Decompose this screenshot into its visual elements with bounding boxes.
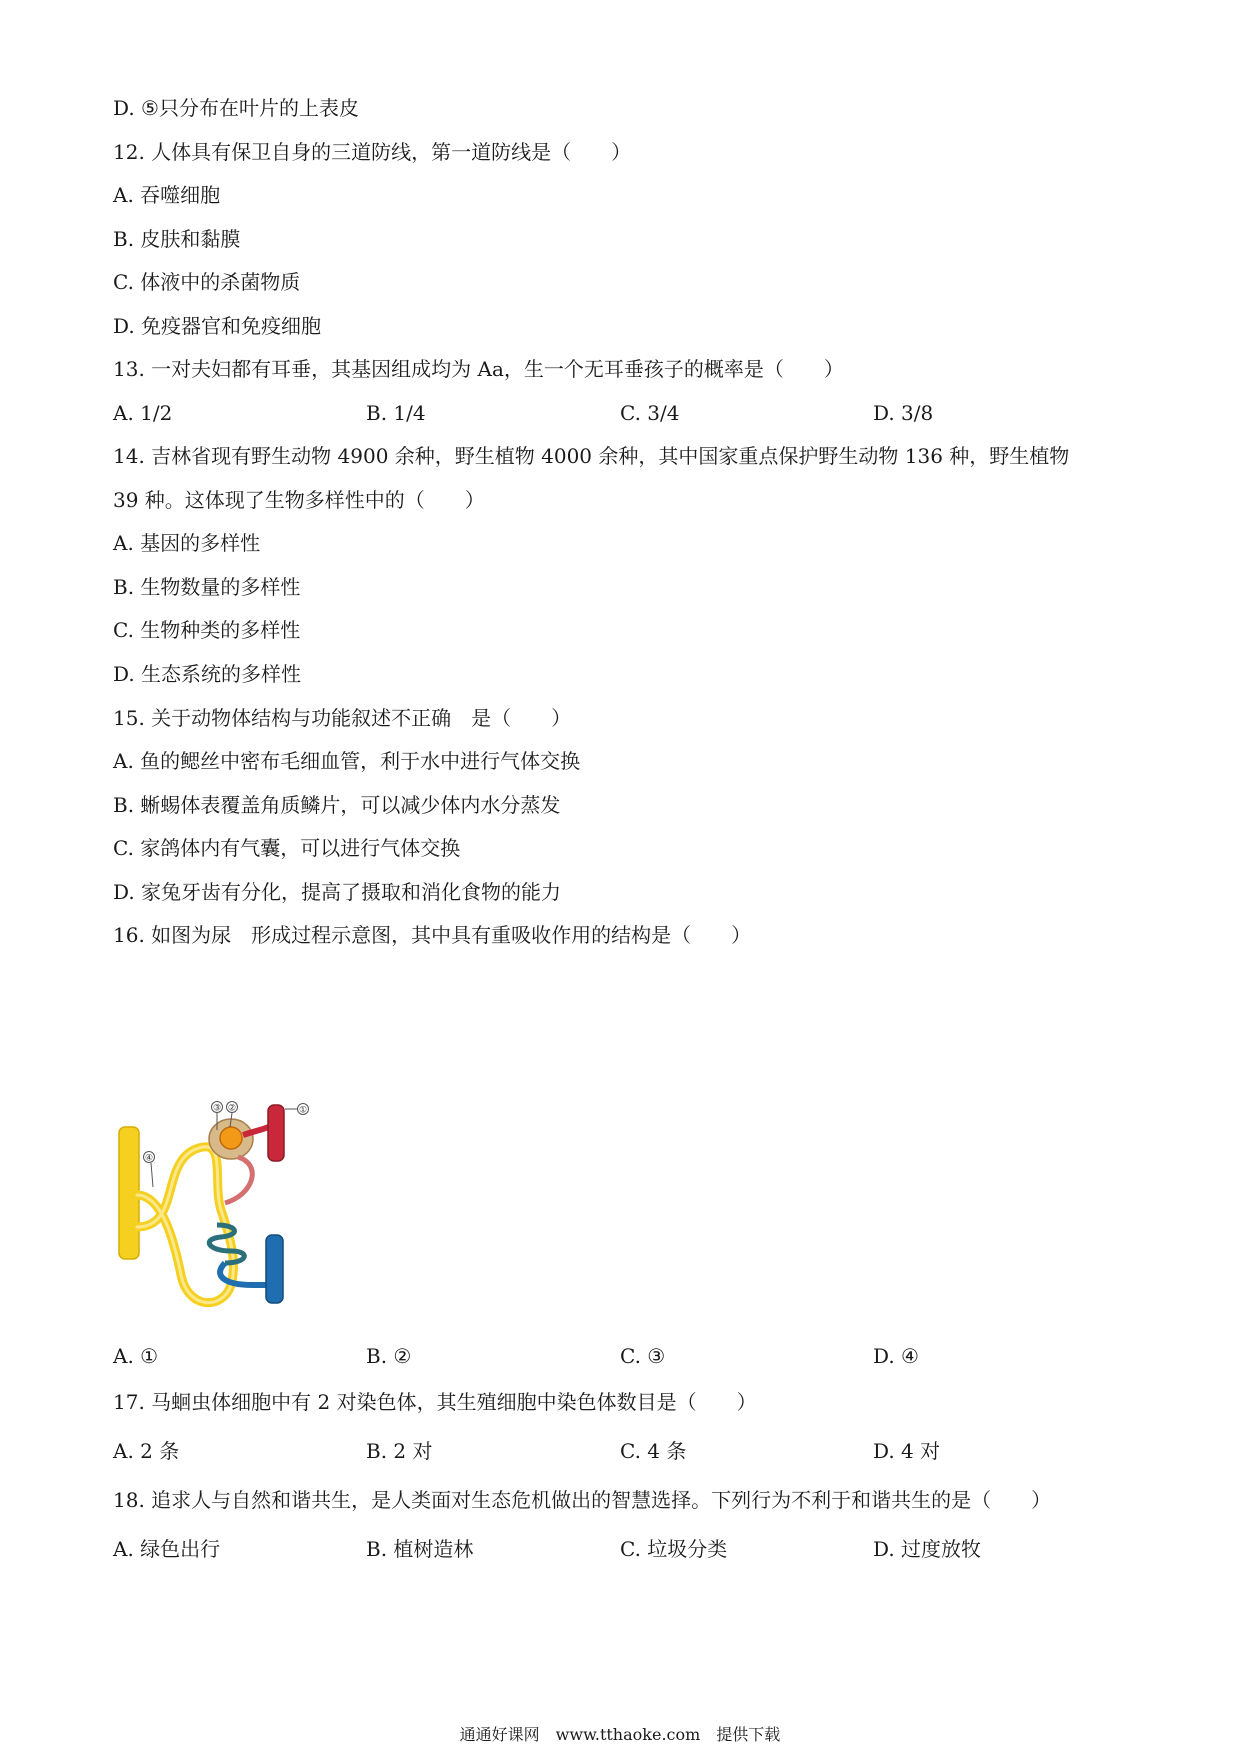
q17-option-d: D. 4 对 xyxy=(873,1439,941,1463)
q16-stem: 16. 如图为尿 形成过程示意图，其中具有重吸收作用的结构是（ ） xyxy=(113,923,752,947)
nephron-diagram xyxy=(113,1085,328,1315)
figure-label-1: ① xyxy=(298,1105,308,1116)
q18-stem: 18. 追求人与自然和谐共生，是人类面对生态危机做出的智慧选择。下列行为不利于和谐共生的是（ ） xyxy=(113,1488,1052,1512)
q12-option-a: A. 吞噬细胞 xyxy=(113,183,221,207)
page-footer: 通通好课网 www.tthaoke.com 提供下载 xyxy=(459,1725,781,1744)
venule xyxy=(220,1263,271,1285)
q16-option-d: D. ④ xyxy=(873,1344,919,1368)
q15-option-b: B. 蜥蜴体表覆盖角质鳞片，可以减少体内水分蒸发 xyxy=(113,793,561,817)
glomerulus xyxy=(220,1127,242,1149)
figure-label-2: ② xyxy=(227,1103,237,1114)
q18-option-a: A. 绿色出行 xyxy=(113,1537,221,1561)
q12-stem: 12. 人体具有保卫自身的三道防线，第一道防线是（ ） xyxy=(113,140,632,164)
q14-option-a: A. 基因的多样性 xyxy=(113,531,261,555)
q13-option-a: A. 1/2 xyxy=(113,401,173,425)
q17-option-b: B. 2 对 xyxy=(366,1439,433,1463)
q13-option-c: C. 3/4 xyxy=(620,401,680,425)
q13-option-b: B. 1/4 xyxy=(366,401,426,425)
q16-option-c: C. ③ xyxy=(620,1344,666,1368)
q14-option-c: C. 生物种类的多样性 xyxy=(113,618,301,642)
q14-stem-line2: 39 种。这体现了生物多样性中的（ ） xyxy=(113,488,485,512)
q15-option-a: A. 鱼的鳃丝中密布毛细血管，利于水中进行气体交换 xyxy=(113,749,581,773)
q12-option-c: C. 体液中的杀菌物质 xyxy=(113,270,301,294)
q15-option-c: C. 家鸽体内有气囊，可以进行气体交换 xyxy=(113,836,461,860)
q14-option-d: D. 生态系统的多样性 xyxy=(113,662,302,686)
q15-stem: 15. 关于动物体结构与功能叙述不正确 是（ ） xyxy=(113,706,572,730)
efferent-arteriole xyxy=(225,1157,252,1203)
figure-label-3: ③ xyxy=(212,1103,222,1114)
q17-option-c: C. 4 条 xyxy=(620,1439,687,1463)
q15-option-d: D. 家兔牙齿有分化，提高了摄取和消化食物的能力 xyxy=(113,880,562,904)
q17-option-a: A. 2 条 xyxy=(113,1439,180,1463)
renal-artery xyxy=(268,1105,284,1161)
q14-stem-line1: 14. 吉林省现有野生动物 4900 余种，野生植物 4000 余种，其中国家重点保护野生动物 136 种，野生植物 xyxy=(113,444,1070,468)
q17-stem: 17. 马蛔虫体细胞中有 2 对染色体，其生殖细胞中染色体数目是（ ） xyxy=(113,1390,757,1414)
q18-option-d: D. 过度放牧 xyxy=(873,1537,982,1561)
q11-option-d: D. ⑤只分布在叶片的上表皮 xyxy=(113,96,359,120)
q18-option-c: C. 垃圾分类 xyxy=(620,1537,728,1561)
renal-vein xyxy=(266,1235,283,1303)
q12-option-b: B. 皮肤和黏膜 xyxy=(113,227,241,251)
q18-option-b: B. 植树造林 xyxy=(366,1537,474,1561)
q16-option-b: B. ② xyxy=(366,1344,412,1368)
q13-stem: 13. 一对夫妇都有耳垂，其基因组成均为 Aa，生一个无耳垂孩子的概率是（ ） xyxy=(113,357,844,381)
q12-option-d: D. 免疫器官和免疫细胞 xyxy=(113,314,322,338)
q14-option-b: B. 生物数量的多样性 xyxy=(113,575,301,599)
q13-option-d: D. 3/8 xyxy=(873,401,934,425)
figure-label-4: ④ xyxy=(144,1153,154,1164)
q16-option-a: A. ① xyxy=(113,1344,159,1368)
